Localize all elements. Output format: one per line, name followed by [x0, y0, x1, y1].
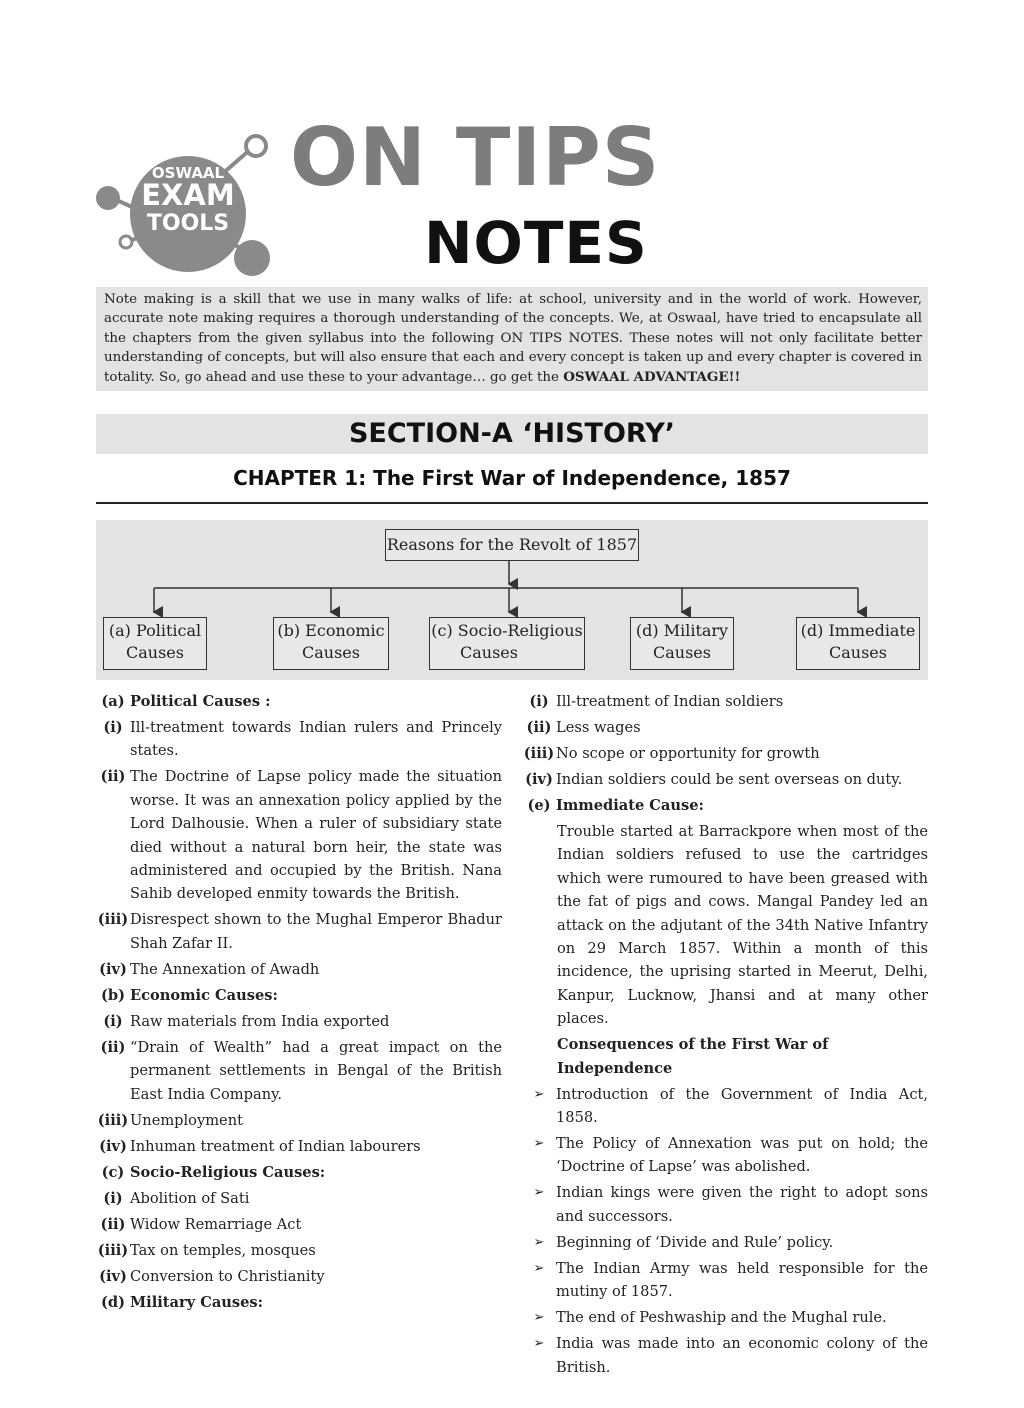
item-title: Immediate Cause: [556, 797, 704, 814]
chapter-heading: CHAPTER 1: The First War of Independence, 1857 [233, 466, 791, 490]
heading-immediate [522, 794, 928, 817]
item-text: The Indian Army was held responsible for the mutiny of 1857. [556, 1259, 928, 1301]
list-item [96, 958, 502, 981]
item-number: (ii) [526, 719, 552, 736]
item-number: (iv) [99, 1267, 127, 1285]
intro-paragraph [96, 287, 928, 391]
list-item [96, 908, 502, 955]
item-text: Indian soldiers could be sent overseas on duty. [556, 771, 903, 788]
item-number: (b) [100, 986, 125, 1004]
item-text: Disrespect shown to the Mughal Emperor Bhadur Shah Zafar II. [130, 911, 502, 952]
item-number: (d) [100, 1293, 125, 1311]
oswaal-logo [92, 132, 272, 282]
item-number: (a) [101, 693, 125, 710]
list-item [96, 1135, 502, 1158]
list-item [96, 716, 502, 763]
list-item [522, 1083, 928, 1130]
list-item [522, 690, 928, 713]
item-number: (iii) [97, 1241, 129, 1259]
item-number: (ii) [100, 768, 126, 786]
item-text: The Doctrine of Lapse policy made the situation worse. It was an annexation policy applied by the Lord Dalhousie. When a ruler of subsidiary state died without a natural born heir, the state was administered and occupied by the British. Nana Sahib developed enmity towards the British. [130, 768, 502, 903]
list-item [522, 768, 928, 791]
item-text: Tax on temples, mosques [130, 1241, 316, 1259]
item-title: Military Causes: [130, 1293, 264, 1311]
arrow-bullet-icon: ➢ [533, 1260, 545, 1276]
item-text: No scope or opportunity for growth [556, 745, 820, 762]
arrow-bullet-icon: ➢ [533, 1185, 545, 1201]
item-text: The end of Peshwaship and the Mughal rule. [556, 1309, 887, 1327]
item-number: (iii) [97, 911, 129, 929]
list-item [522, 1306, 928, 1329]
item-number: (iv) [99, 960, 127, 978]
diagram-box-immediate [796, 617, 920, 670]
chapter-divider [96, 502, 928, 504]
left-column [96, 690, 502, 1317]
item-text: Conversion to Christianity [130, 1267, 325, 1285]
section-heading: SECTION-A ‘HISTORY’ [96, 414, 928, 454]
item-number: (iv) [99, 1137, 127, 1155]
item-number: (i) [103, 1012, 123, 1030]
right-column [522, 690, 928, 1382]
logo-text-exam: EXAM [141, 178, 235, 212]
item-text: Unemployment [130, 1111, 243, 1129]
item-number: (i) [529, 693, 549, 710]
logo-text-tools: TOOLS [146, 211, 230, 236]
list-item [96, 1187, 502, 1210]
diagram-box-label: (d) Military [635, 621, 729, 640]
item-title: Political Causes : [130, 693, 271, 710]
list-item [96, 1265, 502, 1288]
diagram-box-economic [273, 617, 389, 670]
logo-text-oswaal: OSWAAL [151, 164, 225, 182]
list-item [96, 1036, 502, 1106]
item-text: India was made into an economic colony of the British. [556, 1335, 928, 1376]
title-on-tips: ON TIPS [290, 111, 661, 204]
diagram-root-box: Reasons for the Revolt of 1857 [385, 529, 639, 561]
item-number: (i) [103, 1189, 123, 1207]
diagram-box-label: (a) Political [108, 621, 202, 640]
arrow-bullet-icon: ➢ [533, 1336, 545, 1352]
diagram-box-label: Causes [126, 643, 184, 662]
item-text: Raw materials from India exported [130, 1012, 390, 1030]
list-item [522, 1132, 928, 1179]
item-number: (ii) [100, 1038, 126, 1056]
diagram-box-label: Causes [460, 643, 518, 662]
title-notes: NOTES [424, 209, 648, 277]
item-text: Beginning of ‘Divide and Rule’ policy. [556, 1233, 834, 1251]
list-item [522, 716, 928, 739]
diagram-box-political [103, 617, 207, 670]
heading-socio-religious [96, 1161, 502, 1184]
item-number: (ii) [100, 1215, 126, 1233]
diagram-box-label: (d) Immediate [800, 621, 916, 640]
item-text: Introduction of the Government of India Act, 1858. [556, 1085, 928, 1127]
intro-text: Note making is a skill that we use in many walks of life: at school, university and in the world of work. However, accurate note making requires a thorough understanding of the concepts. We, at Oswaal, have tried to encapsulate all the chapters from the given syllabus into the following ON TIPS NOTES. These notes will not only facilitate better understanding of concepts, but will also ensure that each and every concept is taken up and every chapter is covered in totality. So, go ahead and use these to your advantage… go get the [104, 292, 922, 385]
list-item [522, 1231, 928, 1254]
arrow-bullet-icon: ➢ [533, 1234, 545, 1250]
heading-political [96, 690, 502, 713]
item-number: (iv) [525, 771, 553, 788]
item-number: (i) [103, 719, 123, 736]
item-text: Abolition of Sati [130, 1189, 250, 1207]
list-item [96, 1109, 502, 1132]
item-text: Widow Remarriage Act [130, 1215, 302, 1233]
immediate-cause-paragraph: Trouble started at Barrackpore when most of the Indian soldiers refused to use the cartridges which were rumoured to have been greased with the fat of pigs and cows. Mangal Pandey led an attack on the adjutant of the 34th Native Infantry on 29 March 1857. Within a month of this incidence, the uprising started in Meerut, Delhi, Kanpur, Lucknow, Jhansi and at many other places. [557, 823, 928, 1028]
item-number: (e) [527, 797, 551, 814]
item-number: (iii) [97, 1111, 129, 1129]
causes-diagram [96, 520, 928, 680]
arrow-bullet-icon: ➢ [533, 1310, 545, 1326]
item-number: (c) [101, 1163, 125, 1181]
list-item [522, 1257, 928, 1304]
item-text: Indian kings were given the right to adopt sons and successors. [556, 1184, 928, 1225]
heading-economic [96, 984, 502, 1007]
item-title: Economic Causes: [130, 986, 278, 1004]
item-text: “Drain of Wealth” had a great impact on the permanent settlements in Bengal of the British East India Company. [130, 1038, 502, 1103]
item-title: Socio-Religious Causes: [130, 1163, 326, 1181]
list-item [522, 742, 928, 765]
list-item [522, 1332, 928, 1379]
list-item [96, 1010, 502, 1033]
item-number: (iii) [523, 745, 555, 762]
item-text: Less wages [556, 719, 641, 736]
diagram-box-label: Causes [829, 643, 887, 662]
diagram-box-socio-religious [429, 617, 585, 670]
heading-military [96, 1291, 502, 1314]
item-text: Ill-treatment of Indian soldiers [556, 693, 784, 710]
list-item [96, 765, 502, 905]
diagram-box-label: (c) Socio-Religious [431, 621, 583, 640]
diagram-box-label: (b) Economic [277, 621, 385, 640]
list-item [96, 1239, 502, 1262]
arrow-bullet-icon: ➢ [533, 1136, 545, 1152]
diagram-box-label: Causes [302, 643, 360, 662]
intro-bold: OSWAAL ADVANTAGE!! [563, 368, 741, 385]
arrow-bullet-icon: ➢ [533, 1086, 545, 1102]
item-text: Ill-treatment towards Indian rulers and Princely states. [130, 719, 502, 760]
item-text: The Policy of Annexation was put on hold; the ‘Doctrine of Lapse’ was abolished. [556, 1135, 928, 1176]
diagram-box-military [630, 617, 734, 670]
list-item [522, 1181, 928, 1228]
list-item [96, 1213, 502, 1236]
consequences-heading: Consequences of the First War of Independence [557, 1036, 829, 1077]
diagram-box-label: Causes [653, 643, 711, 662]
item-text: Inhuman treatment of Indian labourers [130, 1137, 421, 1155]
item-text: The Annexation of Awadh [130, 960, 320, 978]
